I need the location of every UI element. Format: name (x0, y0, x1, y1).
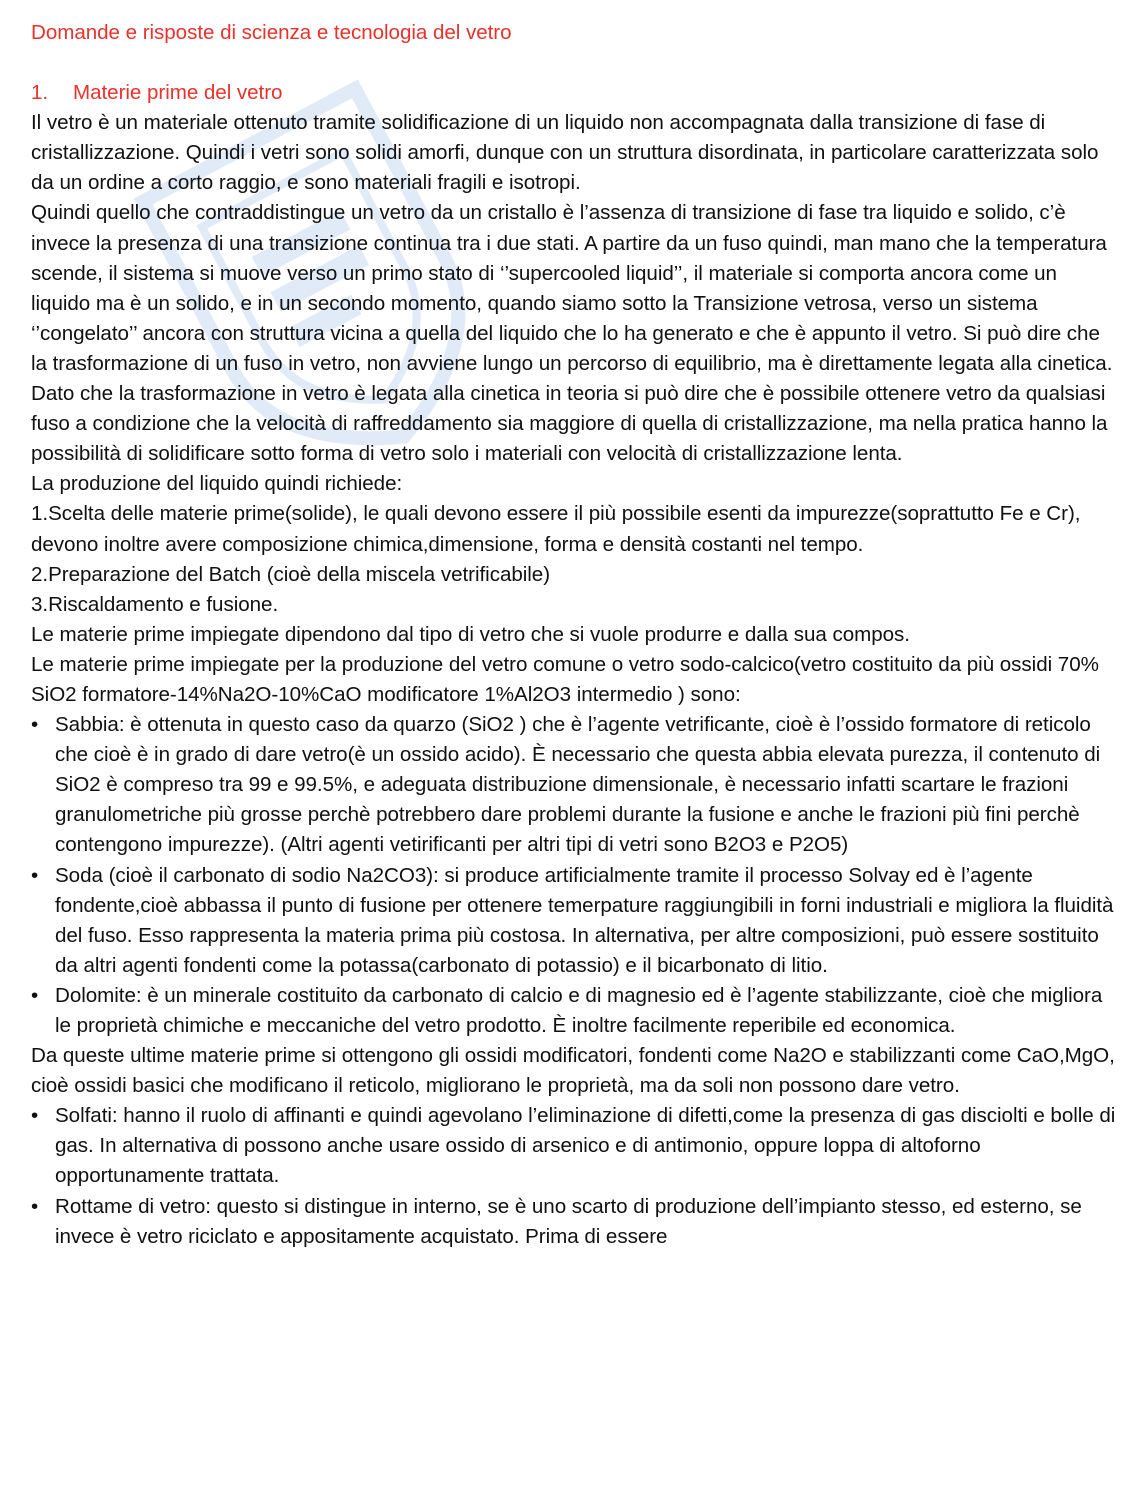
paragraph-step-2: 2.Preparazione del Batch (cioè della miscela vetrificabile) (31, 562, 551, 586)
document-title: Domande e risposte di scienza e tecnologia del vetro (31, 21, 512, 44)
section-heading (31, 78, 1121, 108)
section-number: 1. (31, 81, 49, 105)
list-item-dolomite: • Dolomite: è un minerale costituito da carbonato di calcio e di magnesio ed è l’agente stabilizzante, cioè che migliora le proprietà chimiche e meccaniche del vetro prodotto. È inoltre facilmente reperibile ed economica. (31, 981, 1121, 1041)
additives-list (31, 1101, 1121, 1251)
paragraph-definition: Il vetro è un materiale ottenuto tramite solidificazione di un liquido non accompagnata dalla transizione di fase di cristallizzazione. Quindi i vetri sono solidi amorfi, dunque con un struttura disordinata, in particolare caratterizzata solo da un ordine a corto raggio, e sono materiali fragili e isotropi. (31, 111, 1099, 195)
section-title: Materie prime del vetro (73, 81, 283, 105)
paragraph-step-3: 3.Riscaldamento e fusione. (31, 592, 279, 616)
paragraph-transition: Quindi quello che contraddistingue un vetro da un cristallo è l’assenza di transizione di fase tra liquido e solido, c’è invece la presenza di una transizione continua tra i due stati. A partire da un fuso quindi, man mano che la temperatura scende, il sistema si muove verso un primo stato di ‘’supercooled liquid’’, il materiale si comporta ancora come un liquido ma è un solido, e in un secondo momento, quando siamo sotto la Transizione vetrosa, verso un sistema ‘’congelato’’ ancora con struttura vicina a quella del liquido che lo ha generato e che è appunto il vetro. Si può dire che la trasformazione di un fuso in vetro, non avviene lungo un percorso di equilibrio, ma è direttamente legata alla cinetica. Dato che la trasformazione in vetro è legata alla cinetica in teoria si può dire che è possibile ottenere vetro da qualsiasi fuso a condizione che la velocità di raffreddamento sia maggiore di quella di cristallizzazione, ma nella pratica hanno la possibilità di solidificare sotto forma di vetro solo i materiali con velocità di cristallizzazione lenta. (31, 201, 1113, 466)
paragraph-modifiers: Da queste ultime materie prime si ottengono gli ossidi modificatori, fondenti come Na2O e stabilizzanti come CaO,MgO, cioè ossidi basici che modificano il reticolo, migliorano le proprietà, ma da soli non possono dare vetro. (31, 1044, 1115, 1098)
list-item-sabbia: • Sabbia: è ottenuta in questo caso da quarzo (SiO2 ) che è l’agente vetrificante, cioè è l’ossido formatore di reticolo che cioè è in grado di dare vetro(è un ossido acido). È necessario che questa abbia elevata purezza, il contenuto di SiO2 è compreso tra 99 e 99.5%, e adeguata distribuzione dimensionale, è necessario infatti scartare le frazioni granulometriche più grosse perchè potrebbero dare problemi durante la fusione e anche le frazioni più fini perchè contengono impurezze). (Altri agenti vetirificanti per altri tipi di vetri sono B2O3 e P2O5) (31, 710, 1121, 860)
list-item-solfati: • Solfati: hanno il ruolo di affinanti e quindi agevolano l’eliminazione di difetti,come la presenza di gas disciolti e bolle di gas. In alternativa di possono anche usare ossido di arsenico e di antimonio, oppure loppa di altoforno opportunamente trattata. (31, 1101, 1121, 1191)
paragraph-production-intro: La produzione del liquido quindi richiede: (31, 472, 403, 496)
paragraph-step-1: 1.Scelta delle materie prime(solide), le quali devono essere il più possibile esenti da impurezze(soprattutto Fe e Cr), devono inoltre avere composizione chimica,dimensione, forma e densità costanti nel tempo. (31, 502, 1081, 556)
paragraph-soda-lime: Le materie prime impiegate per la produzione del vetro comune o vetro sodo-calcico(vetro costituito da più ossidi 70% SiO2 formatore-14%Na2O-10%CaO modificatore 1%Al2O3 intermedio ) sono: (31, 652, 1099, 706)
list-item-rottame: • Rottame di vetro: questo si distingue in interno, se è uno scarto di produzione dell’impianto stesso, ed esterno, se invece è vetro riciclato e appositamente acquistato. Prima di essere (31, 1192, 1121, 1252)
raw-materials-list (31, 710, 1121, 1041)
document-page (31, 18, 1121, 1252)
paragraph-raw-materials: Le materie prime impiegate dipendono dal tipo di vetro che si vuole produrre e dalla sua compos. (31, 622, 910, 646)
title-spacer (31, 48, 1121, 78)
list-item-soda: • Soda (cioè il carbonato di sodio Na2CO3): si produce artificialmente tramite il processo Solvay ed è l’agente fondente,cioè abbassa il punto di fusione per ottenere temerpature raggiungibili in forni industriali e migliora la fluidità del fuso. Esso rappresenta la materia prima più costosa. In alternativa, per altre composizioni, può essere sostituito da altri agenti fondenti come la potassa(carbonato di potassio) e il bicarbonato di litio. (31, 861, 1121, 981)
